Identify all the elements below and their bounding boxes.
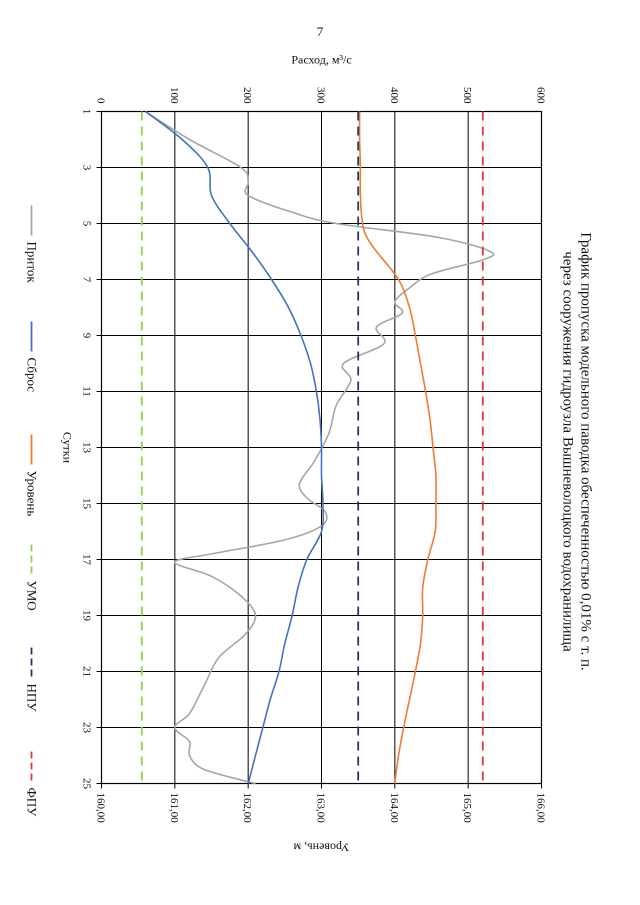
x-tick-label: 15 [80,498,93,509]
x-tick-label: 23 [80,722,93,733]
x-tick-label: 17 [80,554,93,565]
flood-chart [1,0,640,905]
legend-label-inflow: Приток [24,241,40,283]
y-tick-label-right: 161,00 [167,792,180,823]
x-tick-label: 5 [80,220,93,227]
legend-label-discharge: Сброс [24,357,40,393]
y-tick-label-right: 165,00 [461,792,474,823]
x-tick-label: 1 [80,108,93,115]
y-axis-label-left: Расход, м³/с [291,52,352,67]
x-axis-label: Сутки [60,431,75,464]
x-tick-label: 21 [80,666,93,677]
x-tick-label: 3 [80,164,93,171]
y-tick-label-left: 400 [387,87,400,104]
tick-labels [81,87,547,823]
x-tick-label: 9 [80,332,93,339]
x-tick-label: 19 [80,610,93,621]
x-tick-label: 13 [80,442,93,453]
y-axis-label-right: Уровень, м [293,840,350,855]
y-tick-label-left: 0 [94,98,107,104]
rotated-chart-container [1,0,640,905]
y-tick-label-right: 162,00 [241,792,254,823]
legend-label-fpu: ФПУ [24,787,40,817]
legend-label-npu: НПУ [24,683,40,712]
y-tick-label-right: 160,00 [94,792,107,823]
x-tick-label: 11 [80,386,93,397]
y-tick-label-right: 166,00 [534,792,547,823]
y-tick-label-right: 164,00 [387,792,400,823]
y-tick-label-left: 100 [167,87,180,104]
y-tick-label-left: 600 [534,87,547,104]
legend-label-level: Уровень [24,470,40,517]
y-tick-label-left: 200 [241,87,254,104]
page-number: 7 [316,24,324,39]
legend-label-umo: УМО [24,580,40,611]
chart-title: График пропуска модельного паводка обеспеченностью 0,01% с т. п. [577,232,594,671]
x-tick-label: 25 [80,778,93,789]
y-tick-label-right: 163,00 [314,792,327,823]
legend [25,206,40,818]
y-tick-label-left: 500 [461,87,474,104]
grid-lines [97,112,542,789]
chart-subtitle: через сооружения гидроузла Вышневолоцкого водохранилища [559,251,576,652]
x-tick-label: 7 [80,276,93,283]
y-tick-label-left: 300 [314,87,327,104]
